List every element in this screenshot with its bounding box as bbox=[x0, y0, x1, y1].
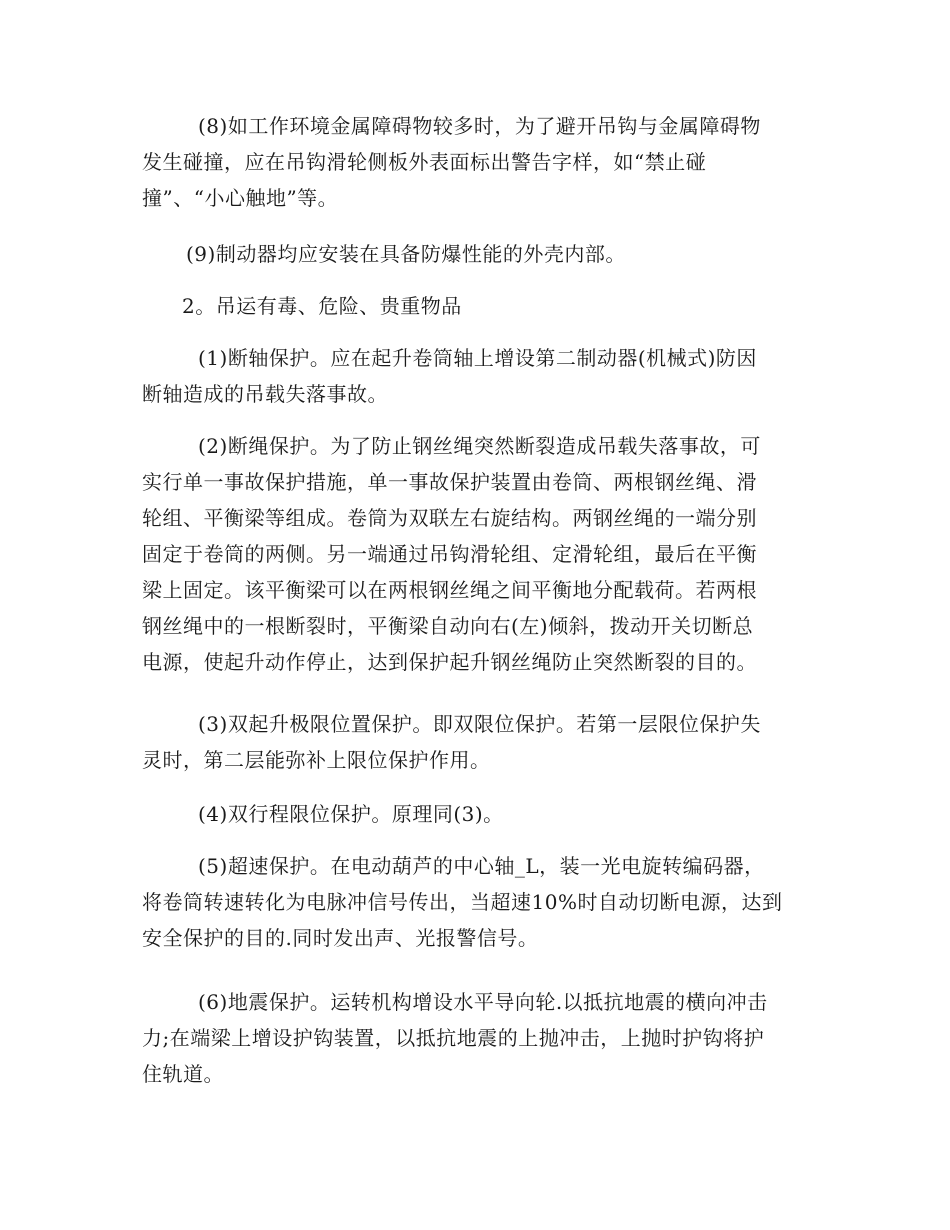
paragraph-2 bbox=[142, 428, 810, 680]
paragraph-line: 将卷筒转速转化为电脉冲信号传出，当超速10%时自动切断电源，达到 bbox=[142, 890, 783, 914]
paragraph-line: 实行单一事故保护措施，单一事故保护装置由卷筒、两根钢丝绳、滑 bbox=[142, 470, 757, 494]
paragraph-line: 梁上固定。该平衡梁可以在两根钢丝绳之间平衡地分配载荷。若两根 bbox=[142, 578, 757, 602]
paragraph-4 bbox=[142, 796, 810, 832]
paragraph-line: 灵时，第二层能弥补上限位保护作用。 bbox=[142, 748, 491, 772]
paragraph-6 bbox=[142, 984, 810, 1092]
section-heading bbox=[142, 288, 810, 324]
paragraph-line: 电源，使起升动作停止，达到保护起升钢丝绳防止突然断裂的目的。 bbox=[142, 650, 757, 674]
paragraph-3 bbox=[142, 706, 810, 778]
paragraph-line: (2)断绳保护。为了防止钢丝绳突然断裂造成吊载失落事故，可 bbox=[198, 434, 761, 458]
paragraph-line: (8)如工作环境金属障碍物较多时，为了避开吊钩与金属障碍物 bbox=[198, 114, 761, 138]
paragraph-line: (4)双行程限位保护。原理同(3)。 bbox=[198, 802, 504, 826]
paragraph-line: (6)地震保护。运转机构增设水平导向轮.以抵抗地震的横向冲击 bbox=[198, 990, 768, 1014]
paragraph-line: 发生碰撞，应在吊钩滑轮侧板外表面标出警告字样，如“禁止碰 bbox=[142, 150, 707, 174]
paragraph-5 bbox=[142, 848, 810, 956]
paragraph-line: 轮组、平衡梁等组成。卷筒为双联左右旋结构。两钢丝绳的一端分别 bbox=[142, 506, 757, 530]
paragraph-line: (1)断轴保护。应在起升卷筒轴上增设第二制动器(机械式)防因 bbox=[198, 346, 757, 370]
paragraph-line: (9)制动器均应安装在具备防爆性能的外壳内部。 bbox=[186, 242, 626, 266]
paragraph-line: 断轴造成的吊载失落事故。 bbox=[142, 382, 388, 406]
paragraph-1 bbox=[142, 340, 810, 412]
paragraph-line: 力;在端梁上增设护钩装置，以抵抗地震的上抛冲击，上抛时护钩将护 bbox=[142, 1026, 765, 1050]
paragraph-8 bbox=[142, 108, 810, 216]
paragraph-line: 固定于卷筒的两侧。另一端通过吊钩滑轮组、定滑轮组，最后在平衡 bbox=[142, 542, 757, 566]
paragraph-line: (3)双起升极限位置保护。即双限位保护。若第一层限位保护失 bbox=[198, 712, 761, 736]
paragraph-line: 安全保护的目的.同时发出声、光报警信号。 bbox=[142, 926, 539, 950]
section-heading-text: 2。吊运有毒、危险、贵重物品 bbox=[182, 294, 462, 318]
paragraph-line: 钢丝绳中的一根断裂时，平衡梁自动向右(左)倾斜，拨动开关切断总 bbox=[142, 614, 754, 638]
paragraph-line: 撞”、“小心触地”等。 bbox=[142, 186, 339, 210]
paragraph-line: (5)超速保护。在电动葫芦的中心轴_L，装一光电旋转编码器， bbox=[198, 854, 765, 878]
paragraph-line: 住轨道。 bbox=[142, 1062, 224, 1086]
paragraph-9 bbox=[142, 236, 810, 272]
